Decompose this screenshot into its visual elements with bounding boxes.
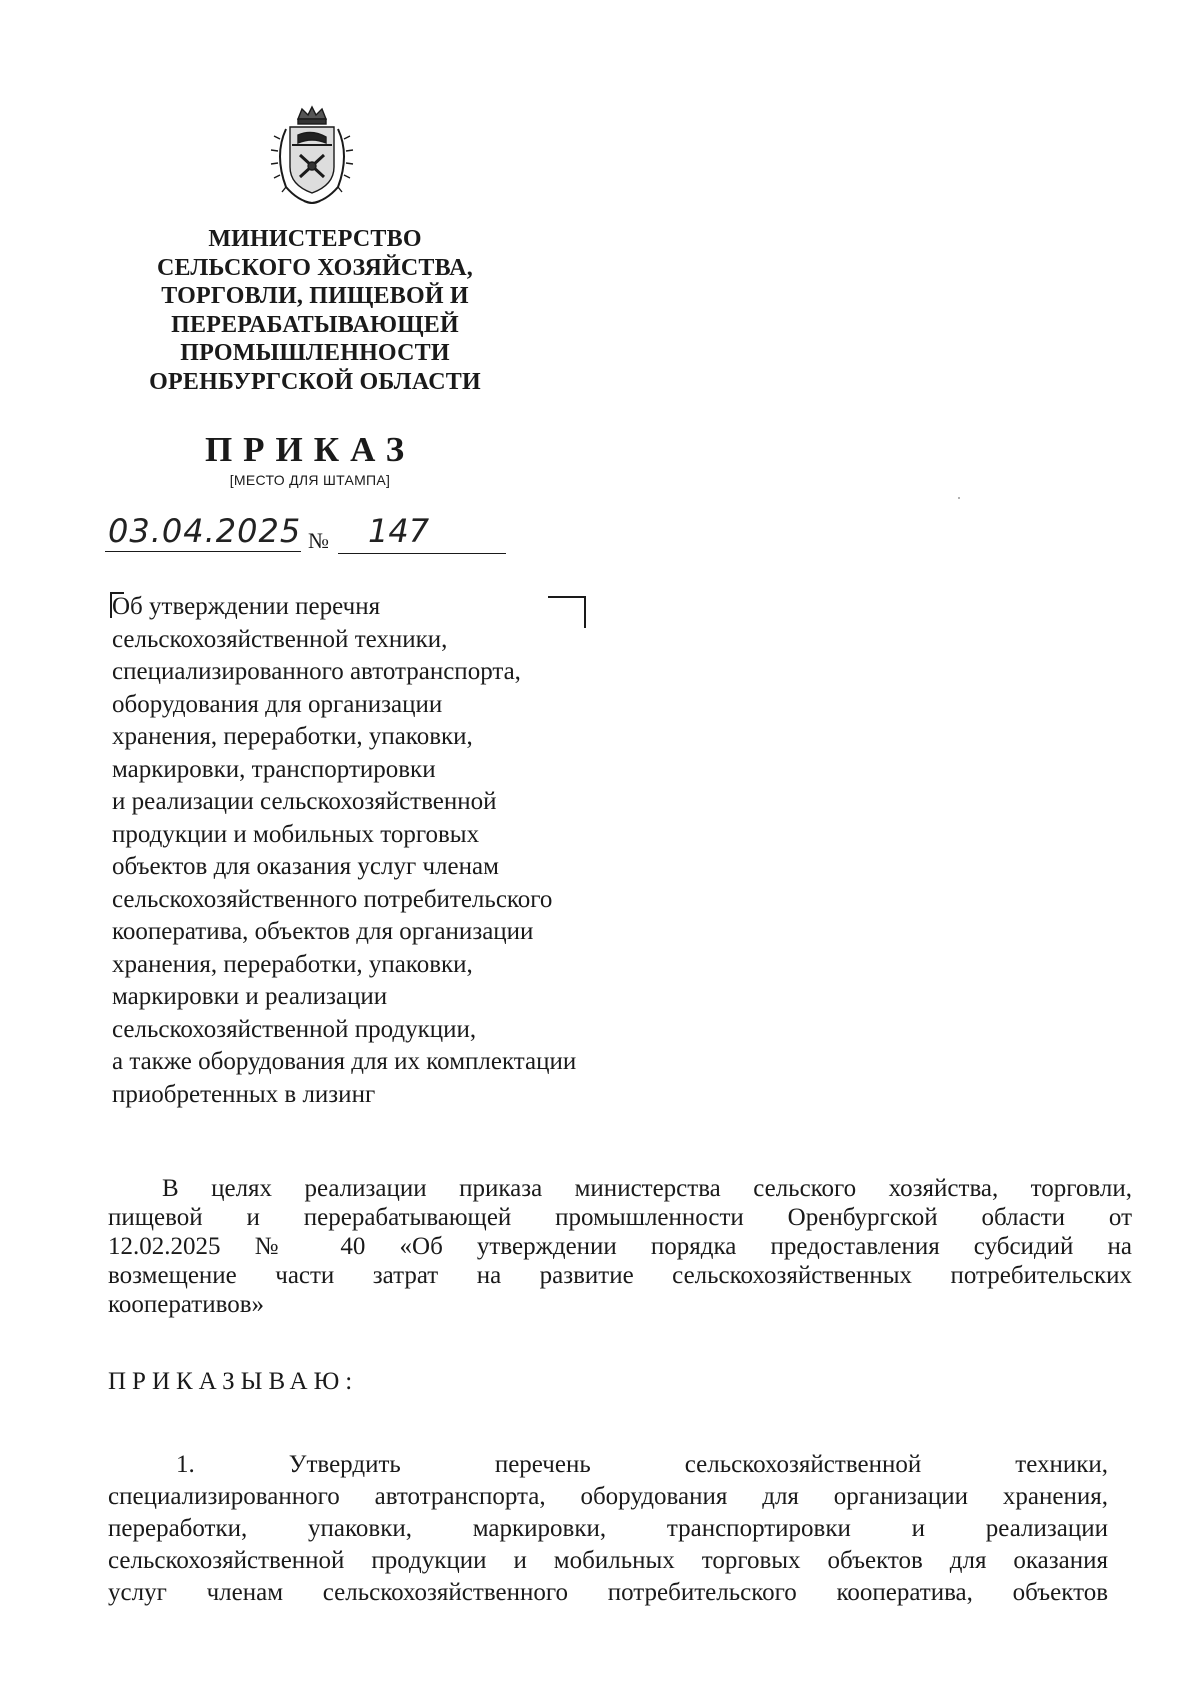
subject-line: маркировки, транспортировки: [112, 755, 436, 783]
subject-line: сельскохозяйственного потребительского: [112, 885, 553, 913]
subject-line: хранения, переработки, упаковки,: [112, 723, 473, 750]
ministry-name-line: ПЕРЕРАБАТЫВАЮЩЕЙ: [171, 311, 459, 338]
subject-line: объектов для оказания услуг членам: [112, 853, 499, 880]
subject-line: кооператива, объектов для организации: [112, 918, 534, 945]
scan-speck: [958, 497, 960, 499]
item-line: переработки, упаковки, маркировки, транспортировки и реализации: [108, 1515, 1108, 1542]
subject-line: сельскохозяйственной техники,: [112, 625, 448, 653]
ministry-name-line: ОРЕНБУРГСКОЙ ОБЛАСТИ: [149, 368, 481, 395]
item-line: сельскохозяйственной продукции и мобильных торговых объектов для оказания: [108, 1547, 1108, 1574]
document-type-title: ПРИКАЗ: [204, 430, 416, 469]
item-line: 1. Утвердить перечень сельскохозяйственной техники,: [176, 1451, 1108, 1478]
ministry-name-line: СЕЛЬСКОГО ХОЗЯЙСТВА,: [156, 254, 474, 281]
number-underline: [338, 552, 506, 554]
stamp-placeholder: [МЕСТО ДЛЯ ШТАМПА]: [229, 472, 391, 488]
order-subject: [112, 591, 576, 1111]
item-line: услуг членам сельскохозяйственного потребительского кооператива, объектов: [108, 1579, 1108, 1606]
subject-line: а также оборудования для их комплектации: [112, 1048, 577, 1075]
date-underline: [105, 550, 301, 552]
order-number: 147: [368, 512, 430, 550]
order-item-1: [108, 1449, 1108, 1609]
subject-line: маркировки и реализации: [112, 983, 388, 1010]
number-sign: №: [308, 528, 329, 553]
preamble-line: В целях реализации приказа министерства сельского хозяйства, торговли,: [162, 1175, 1132, 1202]
subject-line: сельскохозяйственной продукции,: [112, 1015, 477, 1043]
coat-of-arms-emblem: [268, 105, 356, 207]
order-date: 03.04.2025: [108, 512, 302, 550]
preamble-paragraph: [108, 1174, 1132, 1319]
subject-line: оборудования для организации: [112, 690, 443, 718]
preamble-line: возмещение части затрат на развитие сельскохозяйственных потребительских: [108, 1262, 1132, 1289]
subject-line: продукции и мобильных торговых: [112, 820, 480, 848]
subject-line: хранения, переработки, упаковки,: [112, 950, 473, 978]
ministry-name-line: ТОРГОВЛИ, ПИЩЕВОЙ И: [161, 283, 469, 309]
preamble-line: пищевой и перерабатывающей промышленности Оренбургской области от: [108, 1204, 1132, 1231]
ministry-name-line: МИНИСТЕРСТВО: [208, 226, 422, 252]
preamble-line: кооперативов»: [108, 1291, 265, 1318]
subject-line: приобретенных в лизинг: [112, 1080, 376, 1108]
subject-line: Об утверждении перечня: [112, 593, 381, 620]
item-line: специализированного автотранспорта, оборудования для организации хранения,: [108, 1483, 1108, 1510]
preamble-line: 12.02.2025 № 40 «Об утверждении порядка предоставления субсидий на: [108, 1233, 1132, 1260]
ministry-name-line: ПРОМЫШЛЕННОСТИ: [180, 340, 450, 366]
subject-line: и реализации сельскохозяйственной: [112, 788, 497, 815]
ministry-name: [130, 225, 500, 396]
subject-line: специализированного автотранспорта,: [112, 658, 521, 685]
orders-heading: ПРИКАЗЫВАЮ:: [108, 1368, 359, 1395]
